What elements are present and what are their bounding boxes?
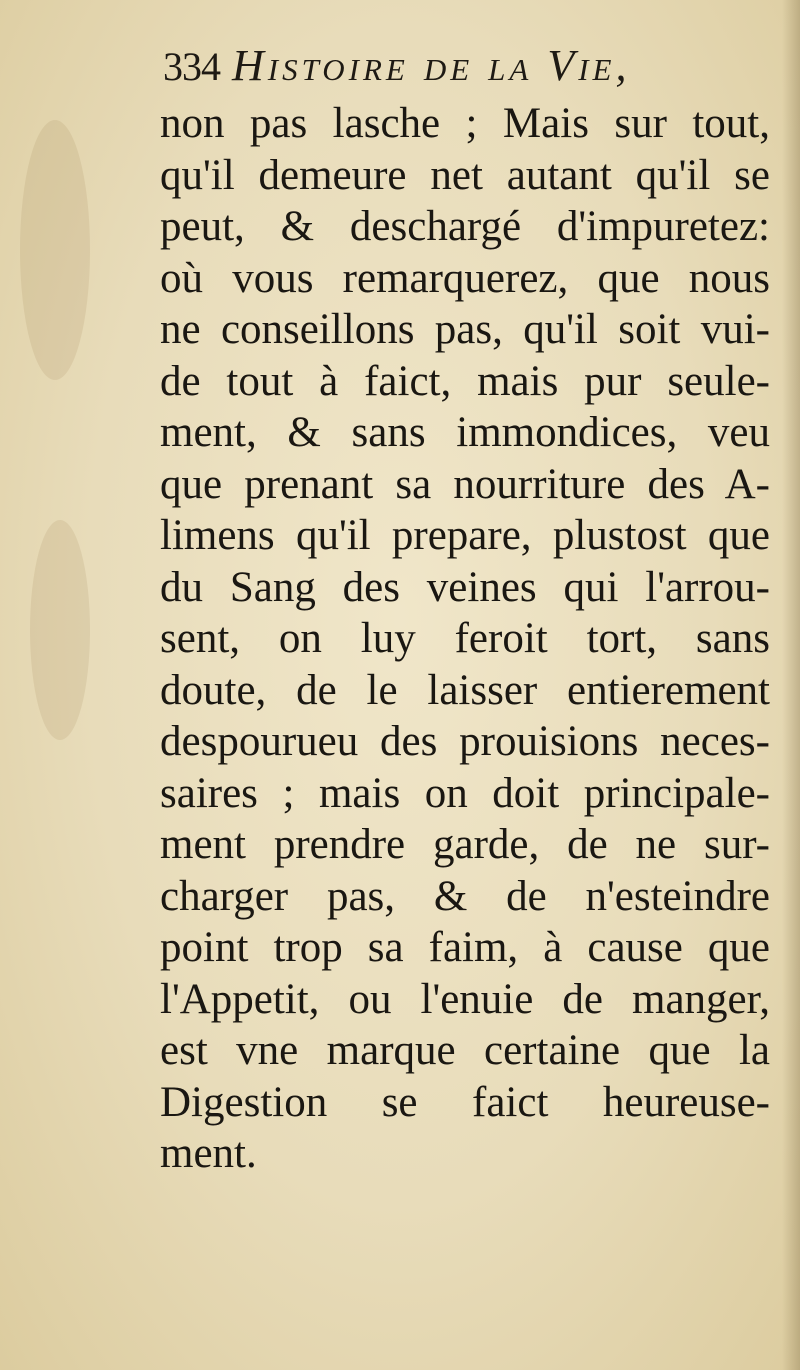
running-head	[163, 40, 763, 91]
text-line: limens qu'il prepare, plustost que	[160, 512, 770, 559]
text-line: doute, de le laisser entierement	[160, 666, 770, 714]
text-line: ment prendre garde, de ne sur-	[160, 821, 770, 868]
text-line: l'Appetit, ou l'enuie de manger,	[160, 975, 770, 1023]
text-line: où vous remarquerez, que nous	[160, 254, 770, 302]
text-line: peut, & deschargé d'impuretez:	[160, 203, 770, 250]
text-line: saires ; mais on doit principale-	[160, 769, 770, 817]
paper-stain	[20, 120, 90, 380]
text-line: Digestion se faict heureuse-	[160, 1078, 770, 1126]
paper-stain	[30, 520, 90, 740]
text-line: sent, on luy feroit tort, sans	[160, 615, 770, 662]
page-edge-shadow	[782, 0, 800, 1370]
body-text	[160, 98, 770, 1180]
text-line: du Sang des veines qui l'arrou-	[160, 563, 770, 611]
text-line: ment, & sans immondices, veu	[160, 409, 770, 456]
text-line-final: ment.	[160, 1130, 257, 1177]
page-number: 334	[163, 44, 220, 89]
text-line: qu'il demeure net autant qu'il se	[160, 151, 770, 199]
text-line: est vne marque certaine que la	[160, 1027, 770, 1074]
text-line: de tout à faict, mais pur seule-	[160, 357, 770, 405]
text-line: non pas lasche ; Mais sur tout,	[160, 100, 770, 147]
text-line: point trop sa faim, à cause que	[160, 924, 770, 971]
running-title: Histoire de la Vie,	[232, 41, 631, 90]
text-line: despourueu des prouisions neces-	[160, 718, 770, 765]
text-line: charger pas, & de n'esteindre	[160, 872, 770, 920]
text-line: ne conseillons pas, qu'il soit vui-	[160, 306, 770, 353]
text-line: que prenant sa nourriture des A-	[160, 460, 770, 508]
